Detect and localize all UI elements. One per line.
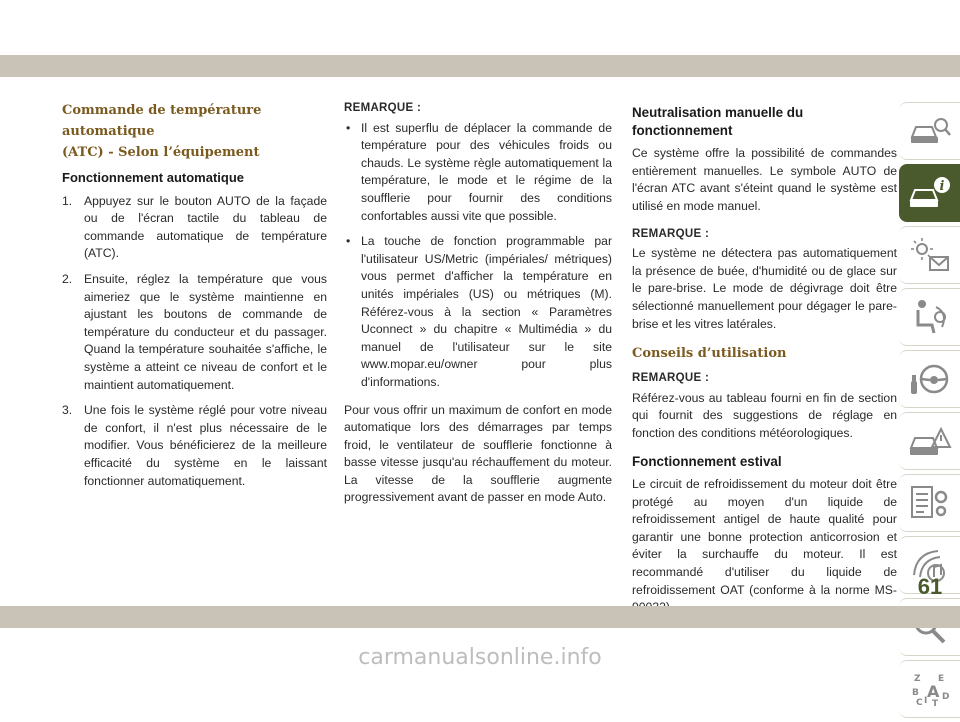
column-3 <box>632 100 897 627</box>
comfort-paragraph: Pour vous offrir un maximum de confort en mode automatique lors des démarrages par temps froid, le ventilateur de soufflerie fonctionne à basse vitesse jusqu'au réchauffement du moteur. La vitesse de la soufflerie augmente progressivement avant de passer en mode Auto. <box>344 402 612 505</box>
page-number: 61 <box>917 574 943 599</box>
note-text-table: Référez-vous au tableau fourni en fin de section qui fournit des suggestions de réglage en fonction des conditions météorologiques. <box>632 390 897 440</box>
step-number: 3. <box>62 403 73 418</box>
summer-operation-paragraph: Le circuit de refroidissement du moteur doit être protégé au moyen d'un liquide de refroidissement antigel de haute qualité pour garantir une bonne protection anticorrosion et éviter la surchauffe du moteur. Il est recommandé d'utiliser du liquide de refroidissement OAT (conforme à la norme MS- <box>632 477 897 597</box>
note-label: REMARQUE : <box>632 372 710 385</box>
subhead-automatic-operation: Fonctionnement automatique <box>62 170 244 185</box>
subhead-summer-operation: Fonctionnement estival <box>632 453 782 469</box>
tab-seat-airbag[interactable] <box>899 288 960 346</box>
note-label: REMARQUE : <box>632 227 710 240</box>
alphabet-index-icon <box>908 669 952 709</box>
svg-text:I: I <box>923 696 927 706</box>
svg-text:i: i <box>939 179 944 194</box>
svg-text:C: C <box>915 698 923 708</box>
subhead-manual-override: Neutralisation manuelle du fonctionnement <box>632 105 804 138</box>
steps-list <box>62 193 327 491</box>
svg-text:Z: Z <box>913 674 921 684</box>
tab-document-gears[interactable] <box>899 474 960 532</box>
bullet-item: • Il est superflu de déplacer la commande de température pour des véhicules froids ou chauds. Le système règle automatiquement la température, le mode et le régime de la soufflerie pour fournir des conditions confortables aussi vite que possible. <box>344 120 612 226</box>
tab-car-info[interactable] <box>899 164 960 222</box>
document-gears-icon <box>908 483 952 523</box>
step-text: Une fois le système réglé pour votre niveau de confort, il n'est plus nécessaire de le modifier. Vous bénéficierez de la meilleure efficacité du système en le laissant fonctionner automatiquement. <box>84 403 327 488</box>
step-number: 1. <box>62 193 73 208</box>
column-1 <box>62 100 327 498</box>
section-title-line-1: Commande de température automatique <box>62 103 262 139</box>
note-label: REMARQUE : <box>344 102 422 114</box>
tab-car-magnifier[interactable] <box>899 102 960 160</box>
step-item <box>62 271 327 394</box>
chapter-tabs <box>899 102 960 722</box>
note-text-defog: Le système ne détectera pas automatiquement la présence de buée, d'humidité ou de glace sur le pare-brise. Le mode de dégivrage doit être sélectionné manuellement pour dégager le pare-brise et les vitres latérales. <box>632 246 897 331</box>
step-text: Ensuite, réglez la température que vous aimeriez que le système maintienne en ajustant les boutons de commande de température du conducteur et du passager. Quand la température souhaitée s'affiche, le système a atteint ce niveau de confort et le maintient automatiquement. <box>84 271 327 392</box>
bullet-item: • La touche de fonction programmable par l'utilisateur US/Metric (impériales/ métriques) vous permet d'afficher la température en unités impériales (US) ou métriques (M). Référez-vous à la section « Paramètres Uconnect » du chapitre « Multimédia » du manuel de l'utilisateur sur le site www.mopar.eu/owner pour plus d'informations. <box>344 233 612 391</box>
watermark: carmanualsonline.info <box>358 645 602 670</box>
svg-text:D: D <box>941 692 949 702</box>
seat-airbag-icon <box>908 297 952 337</box>
note-bullets <box>344 120 612 392</box>
tab-steering-wheel[interactable] <box>899 350 960 408</box>
top-decorative-band <box>0 55 960 77</box>
bottom-decorative-band <box>0 606 960 628</box>
tab-car-warning-triangle[interactable] <box>899 412 960 470</box>
svg-text:A: A <box>926 682 939 701</box>
warning-lights-icon <box>908 235 952 275</box>
svg-text:E: E <box>937 674 944 684</box>
step-item <box>62 402 327 490</box>
steering-wheel-icon <box>908 359 952 399</box>
step-number: 2. <box>62 271 73 286</box>
car-info-icon <box>908 173 952 213</box>
manual-override-paragraph: Ce système offre la possibilité de commandes entièrement manuelles. Le symbole AUTO de l'écran ATC avant s'éteint quand le système est utilisé en mode manuel. <box>632 146 897 213</box>
car-magnifier-icon <box>908 111 952 151</box>
svg-text:B: B <box>911 688 919 698</box>
section-title-atc <box>62 100 327 163</box>
car-warning-triangle-icon <box>908 421 952 461</box>
tab-warning-lights[interactable] <box>899 226 960 284</box>
section-title-tips: Conseils d’utilisation <box>632 346 787 362</box>
svg-text:T: T <box>931 699 938 709</box>
step-item <box>62 193 327 263</box>
section-title-line-2: (ATC) - Selon l’équipement <box>62 145 260 160</box>
step-text: Appuyez sur le bouton AUTO de la façade ou de l'écran tactile du tableau de commande automatique de température (ATC). <box>84 193 327 261</box>
column-2 <box>344 100 612 517</box>
